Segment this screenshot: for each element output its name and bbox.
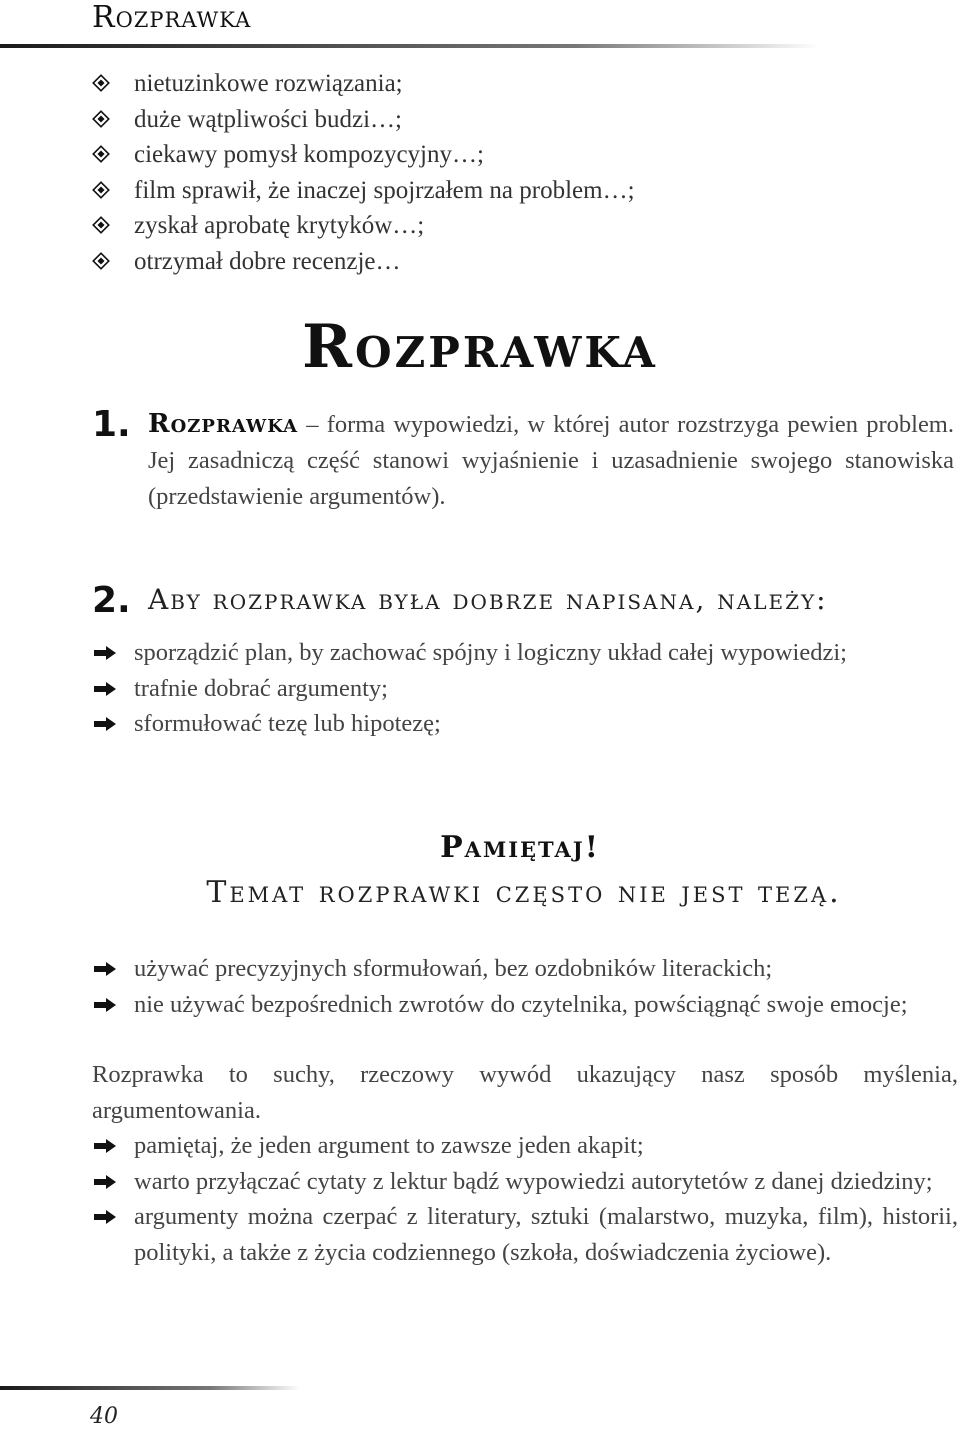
summary-paragraph: Rozprawka to suchy, rzeczowy wywód ukazujący nasz sposób myślenia, argumentowania. xyxy=(92,1061,958,1124)
term: Rozprawka xyxy=(148,409,299,439)
list-item-text: duże wątpliwości budzi…; xyxy=(134,105,402,133)
arrow-bullet-icon xyxy=(94,1210,116,1224)
footer-rule xyxy=(0,1386,300,1390)
diamond-bullet-icon xyxy=(92,110,110,128)
list-item xyxy=(92,671,958,707)
style-list xyxy=(92,951,958,1022)
list-item-text: sformułować tezę lub hipotezę; xyxy=(134,710,441,737)
definition-paragraph xyxy=(148,406,954,515)
diamond-bullet-icon xyxy=(92,181,110,199)
diamond-bullet-icon xyxy=(92,74,110,92)
list-item-text: otrzymał dobre recenzje… xyxy=(134,247,401,275)
list-item-text: sporządzić plan, by zachować spójny i logiczny układ całej wypowiedzi; xyxy=(134,639,847,666)
page-number: 40 xyxy=(90,1404,118,1429)
diamond-bullet-icon xyxy=(92,216,110,234)
arrow-bullet-icon xyxy=(94,1139,116,1153)
remember-title: Pamiętaj! xyxy=(440,830,600,865)
list-item-text: film sprawił, że inaczej spojrzałem na problem…; xyxy=(134,176,635,204)
section-title: Rozprawka xyxy=(302,312,658,382)
list-item xyxy=(92,137,635,173)
header-rule xyxy=(0,44,820,48)
point-number: 1. xyxy=(92,404,131,445)
list-item-text: argumenty można czerpać z literatury, sztuki (malarstwo, muzyka, film), historii, polityki, a także z życia codziennego (szkoła, doświadczenia życiowe). xyxy=(134,1203,958,1266)
list-item-text: ciekawy pomysł kompozycyjny…; xyxy=(134,141,484,168)
diamond-bullet-icon xyxy=(92,145,110,163)
running-head: Rozprawka xyxy=(92,0,252,35)
point-heading: Aby rozprawka była dobrze napisana, należy: xyxy=(148,583,828,616)
arrow-bullet-icon xyxy=(94,646,116,660)
tips-list xyxy=(92,1128,958,1270)
list-item xyxy=(92,951,958,987)
list-item xyxy=(92,1128,958,1164)
list-item-text: używać precyzyjnych sformułowań, bez ozdobników literackich; xyxy=(134,955,773,982)
list-item xyxy=(92,635,958,671)
arrow-bullet-icon xyxy=(94,1175,116,1189)
list-item xyxy=(92,244,635,280)
list-item-text: zyskał aprobatę krytyków…; xyxy=(134,212,425,239)
list-item xyxy=(92,102,635,138)
list-item xyxy=(92,66,635,102)
arrow-bullet-icon xyxy=(94,998,116,1012)
list-item-text: pamiętaj, że jeden argument to zawsze jeden akapit; xyxy=(134,1132,644,1159)
arrow-bullet-icon xyxy=(94,682,116,696)
list-item xyxy=(92,208,635,244)
requirements-list xyxy=(92,635,958,742)
list-item xyxy=(92,706,958,742)
diamond-bullet-icon xyxy=(92,252,110,270)
point-number: 2. xyxy=(92,580,131,621)
list-item xyxy=(92,987,958,1023)
definition-text: – forma wypowiedzi, w której autor rozstrzyga pewien problem. Jej zasadniczą część stanowi wyjaśnienie i uzasadnienie swojego stanowiska (przedstawienie argumentów). xyxy=(148,411,954,510)
list-item-text: trafnie dobrać argumenty; xyxy=(134,674,388,702)
list-item-text: warto przyłączać cytaty z lektur bądź wypowiedzi autorytetów z danej dziedziny; xyxy=(134,1167,933,1195)
arrow-bullet-icon xyxy=(94,717,116,731)
list-item xyxy=(92,173,635,209)
list-item xyxy=(92,1199,958,1270)
list-item-text: nie używać bezpośrednich zwrotów do czytelnika, powściągnąć swoje emocje; xyxy=(134,990,908,1018)
remember-note: Temat rozprawki często nie jest tezą. xyxy=(206,875,842,910)
list-item xyxy=(92,1164,958,1200)
intro-list xyxy=(92,66,635,279)
list-item-text: nietuzinkowe rozwiązania; xyxy=(134,70,403,97)
arrow-bullet-icon xyxy=(94,962,116,976)
